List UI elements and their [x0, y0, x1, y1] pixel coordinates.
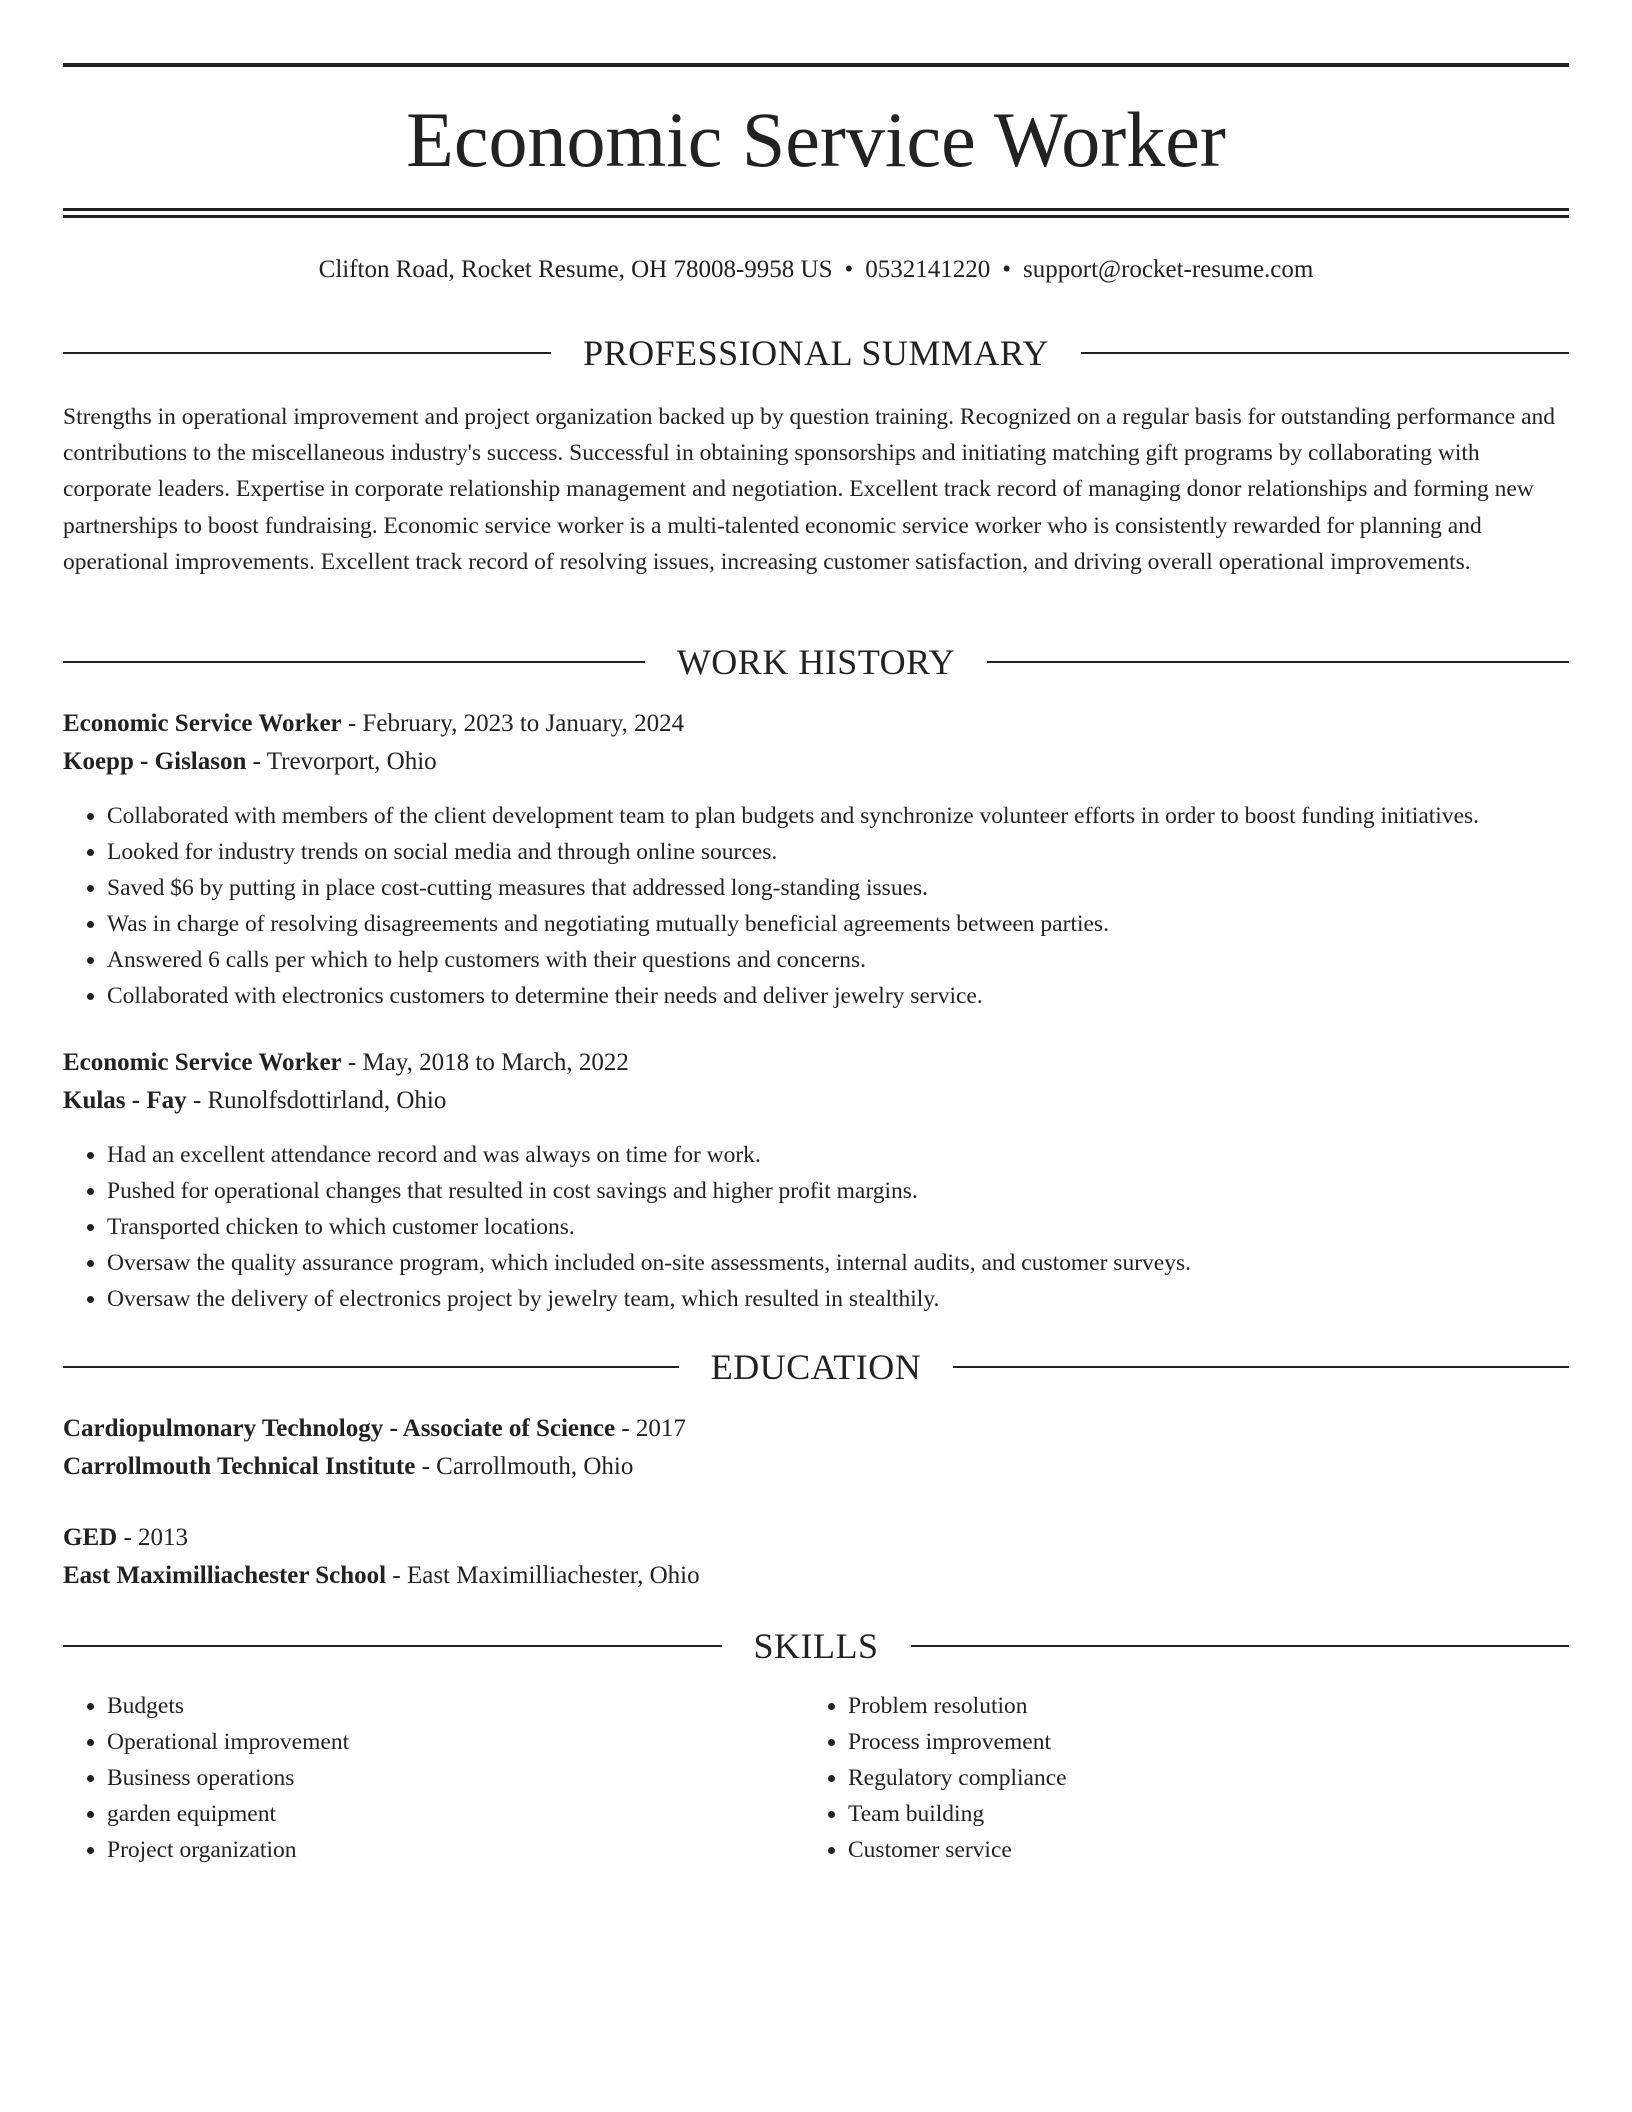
degree-year: - 2017: [615, 1415, 686, 1442]
contact-phone: 0532141220: [865, 256, 991, 283]
job-dates: - May, 2018 to March, 2022: [341, 1049, 629, 1076]
job-title-line: [63, 705, 1569, 743]
heading-rule: [63, 661, 645, 663]
company-name: Kulas - Fay: [63, 1087, 187, 1114]
summary-text: Strengths in operational improvement and project organization backed up by question training. Recognized on a regular basis for outstanding performance and contributions to the miscellaneous industry's success. Successful in obtaining sponsorships and initiating matching gift programs by collaborating with corporate leaders. Expertise in corporate relationship management and negotiation. Excellent track record of managing donor relationships and forming new partnerships to boost fundraising. Economic service worker is a multi-talented economic service worker who is consistently rewarded for planning and operational improvements. Excellent track record of resolving issues, increasing customer satisfaction, and driving overall operational improvements.: [63, 404, 1556, 575]
skill-item: • Regulatory compliance: [848, 1760, 1548, 1796]
contact-separator: •: [844, 256, 854, 283]
list-item: • Collaborated with electronics customers to determine their needs and deliver jewelry service.: [107, 978, 1592, 1014]
company-name: Koepp - Gislason: [63, 748, 247, 775]
list-item: • Saved $6 by putting in place cost-cutting measures that addressed long-standing issues.: [107, 870, 1592, 906]
contact-email: support@rocket-resume.com: [1023, 256, 1314, 283]
list-item: • Oversaw the quality assurance program, which included on-site assessments, internal audits, and customer surveys.: [107, 1245, 1592, 1281]
heading-rule: [63, 1366, 679, 1368]
company-location: - Trevorport, Ohio: [246, 748, 437, 775]
skills-list-right: [804, 1688, 1548, 1868]
skill-item: • Problem resolution: [848, 1688, 1548, 1724]
job-dates: - February, 2023 to January, 2024: [341, 710, 685, 737]
list-item: • Looked for industry trends on social media and through online sources.: [107, 834, 1592, 870]
degree-line: [63, 1519, 1569, 1557]
heading-rule: [911, 1645, 1570, 1647]
section-title: WORK HISTORY: [676, 642, 956, 682]
work-entry: [63, 705, 1569, 781]
skill-item: • garden equipment: [107, 1796, 797, 1832]
contact-line: [63, 254, 1569, 286]
contact-separator: •: [1002, 256, 1012, 283]
skill-item: • Customer service: [848, 1832, 1548, 1868]
heading-rule: [1081, 352, 1569, 354]
skill-item: • Team building: [848, 1796, 1548, 1832]
heading-rule: [953, 1366, 1569, 1368]
double-rule: [63, 208, 1569, 218]
section-title: SKILLS: [753, 1626, 879, 1666]
work-entry: [63, 1044, 1569, 1120]
section-heading-skills: [63, 1626, 1569, 1666]
skill-item: • Budgets: [107, 1688, 797, 1724]
list-item: • Transported chicken to which customer locations.: [107, 1209, 1592, 1245]
candidate-name: Economic Service Worker: [406, 96, 1226, 183]
school-name: Carrollmouth Technical Institute: [63, 1453, 416, 1480]
degree-name: GED: [63, 1524, 118, 1551]
section-heading-education: [63, 1347, 1569, 1387]
education-entry: [63, 1519, 1569, 1595]
job-title-line: [63, 1044, 1569, 1082]
work-bullets: [63, 798, 1592, 1014]
job-title: Economic Service Worker: [63, 1049, 342, 1076]
skills-list-left: [63, 1688, 797, 1868]
education-entry: [63, 1410, 1569, 1486]
work-bullets: [63, 1137, 1592, 1317]
job-title: Economic Service Worker: [63, 710, 342, 737]
skill-item: • Operational improvement: [107, 1724, 797, 1760]
school-location: - Carrollmouth, Ohio: [415, 1453, 634, 1480]
skill-item: • Business operations: [107, 1760, 797, 1796]
list-item: • Oversaw the delivery of electronics project by jewelry team, which resulted in stealthily.: [107, 1281, 1592, 1317]
company-line: [63, 1082, 1569, 1120]
section-title: EDUCATION: [710, 1347, 922, 1387]
section-heading-work: [63, 642, 1569, 682]
list-item: • Collaborated with members of the client development team to plan budgets and synchronize volunteer efforts in order to boost funding initiatives.: [107, 798, 1592, 834]
list-item: • Answered 6 calls per which to help customers with their questions and concerns.: [107, 942, 1592, 978]
degree-year: - 2013: [117, 1524, 189, 1551]
degree-name: Cardiopulmonary Technology - Associate of Science: [63, 1415, 616, 1442]
company-location: - Runolfsdottirland, Ohio: [186, 1087, 447, 1114]
list-item: • Was in charge of resolving disagreements and negotiating mutually beneficial agreements between parties.: [107, 906, 1592, 942]
heading-rule: [987, 661, 1569, 663]
company-line: [63, 743, 1569, 781]
heading-rule: [63, 1645, 722, 1647]
school-name: East Maximilliachester School: [63, 1562, 387, 1589]
skill-item: • Project organization: [107, 1832, 797, 1868]
section-heading-summary: [63, 333, 1569, 373]
list-item: • Pushed for operational changes that resulted in cost savings and higher profit margins.: [107, 1173, 1592, 1209]
school-line: [63, 1448, 1569, 1486]
degree-line: [63, 1410, 1569, 1448]
heading-rule: [63, 352, 551, 354]
school-location: - East Maximilliachester, Ohio: [386, 1562, 700, 1589]
contact-address: Clifton Road, Rocket Resume, OH 78008-9958 US: [318, 256, 833, 283]
school-line: [63, 1557, 1569, 1595]
skill-item: • Process improvement: [848, 1724, 1548, 1760]
list-item: • Had an excellent attendance record and was always on time for work.: [107, 1137, 1592, 1173]
top-rule: [63, 63, 1569, 67]
section-title: PROFESSIONAL SUMMARY: [583, 333, 1049, 373]
